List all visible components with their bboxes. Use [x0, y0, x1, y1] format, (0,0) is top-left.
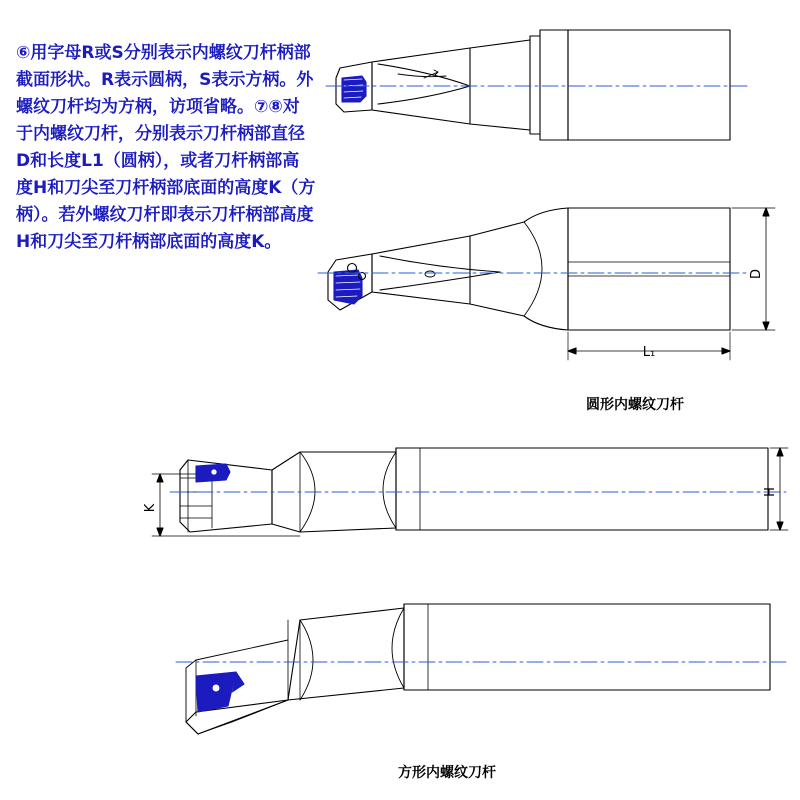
fig-square-bottom-view	[176, 604, 786, 734]
dim-label-l1: L₁	[642, 345, 656, 360]
fig-round-side-view	[318, 208, 775, 360]
description-text: ⑥用字母R或S分别表示内螺纹刀杆柄部截面形状。R表示圆柄，S表示方柄。外螺纹刀杆均为方柄，访项省略。⑦⑧对于内螺纹刀杆，分别表示刀杆柄部直径D和长度L1（圆柄），或者刀杆柄部高度H和刀尖至刀杆柄部底面的高度K（方柄）。若外螺纹刀杆即表示刀杆柄部高度H和刀尖至刀杆柄部底面的高度K。	[16, 43, 316, 252]
dim-label-h: H	[763, 487, 778, 497]
dim-label-d: D	[749, 268, 764, 280]
caption-round-shank: 圆形内螺纹刀杆	[586, 397, 684, 413]
fig-round-top-view	[326, 30, 748, 140]
dim-label-k: K	[143, 503, 158, 513]
fig-square-side-view	[152, 448, 788, 536]
caption-square-shank: 方形内螺纹刀杆	[398, 765, 496, 781]
